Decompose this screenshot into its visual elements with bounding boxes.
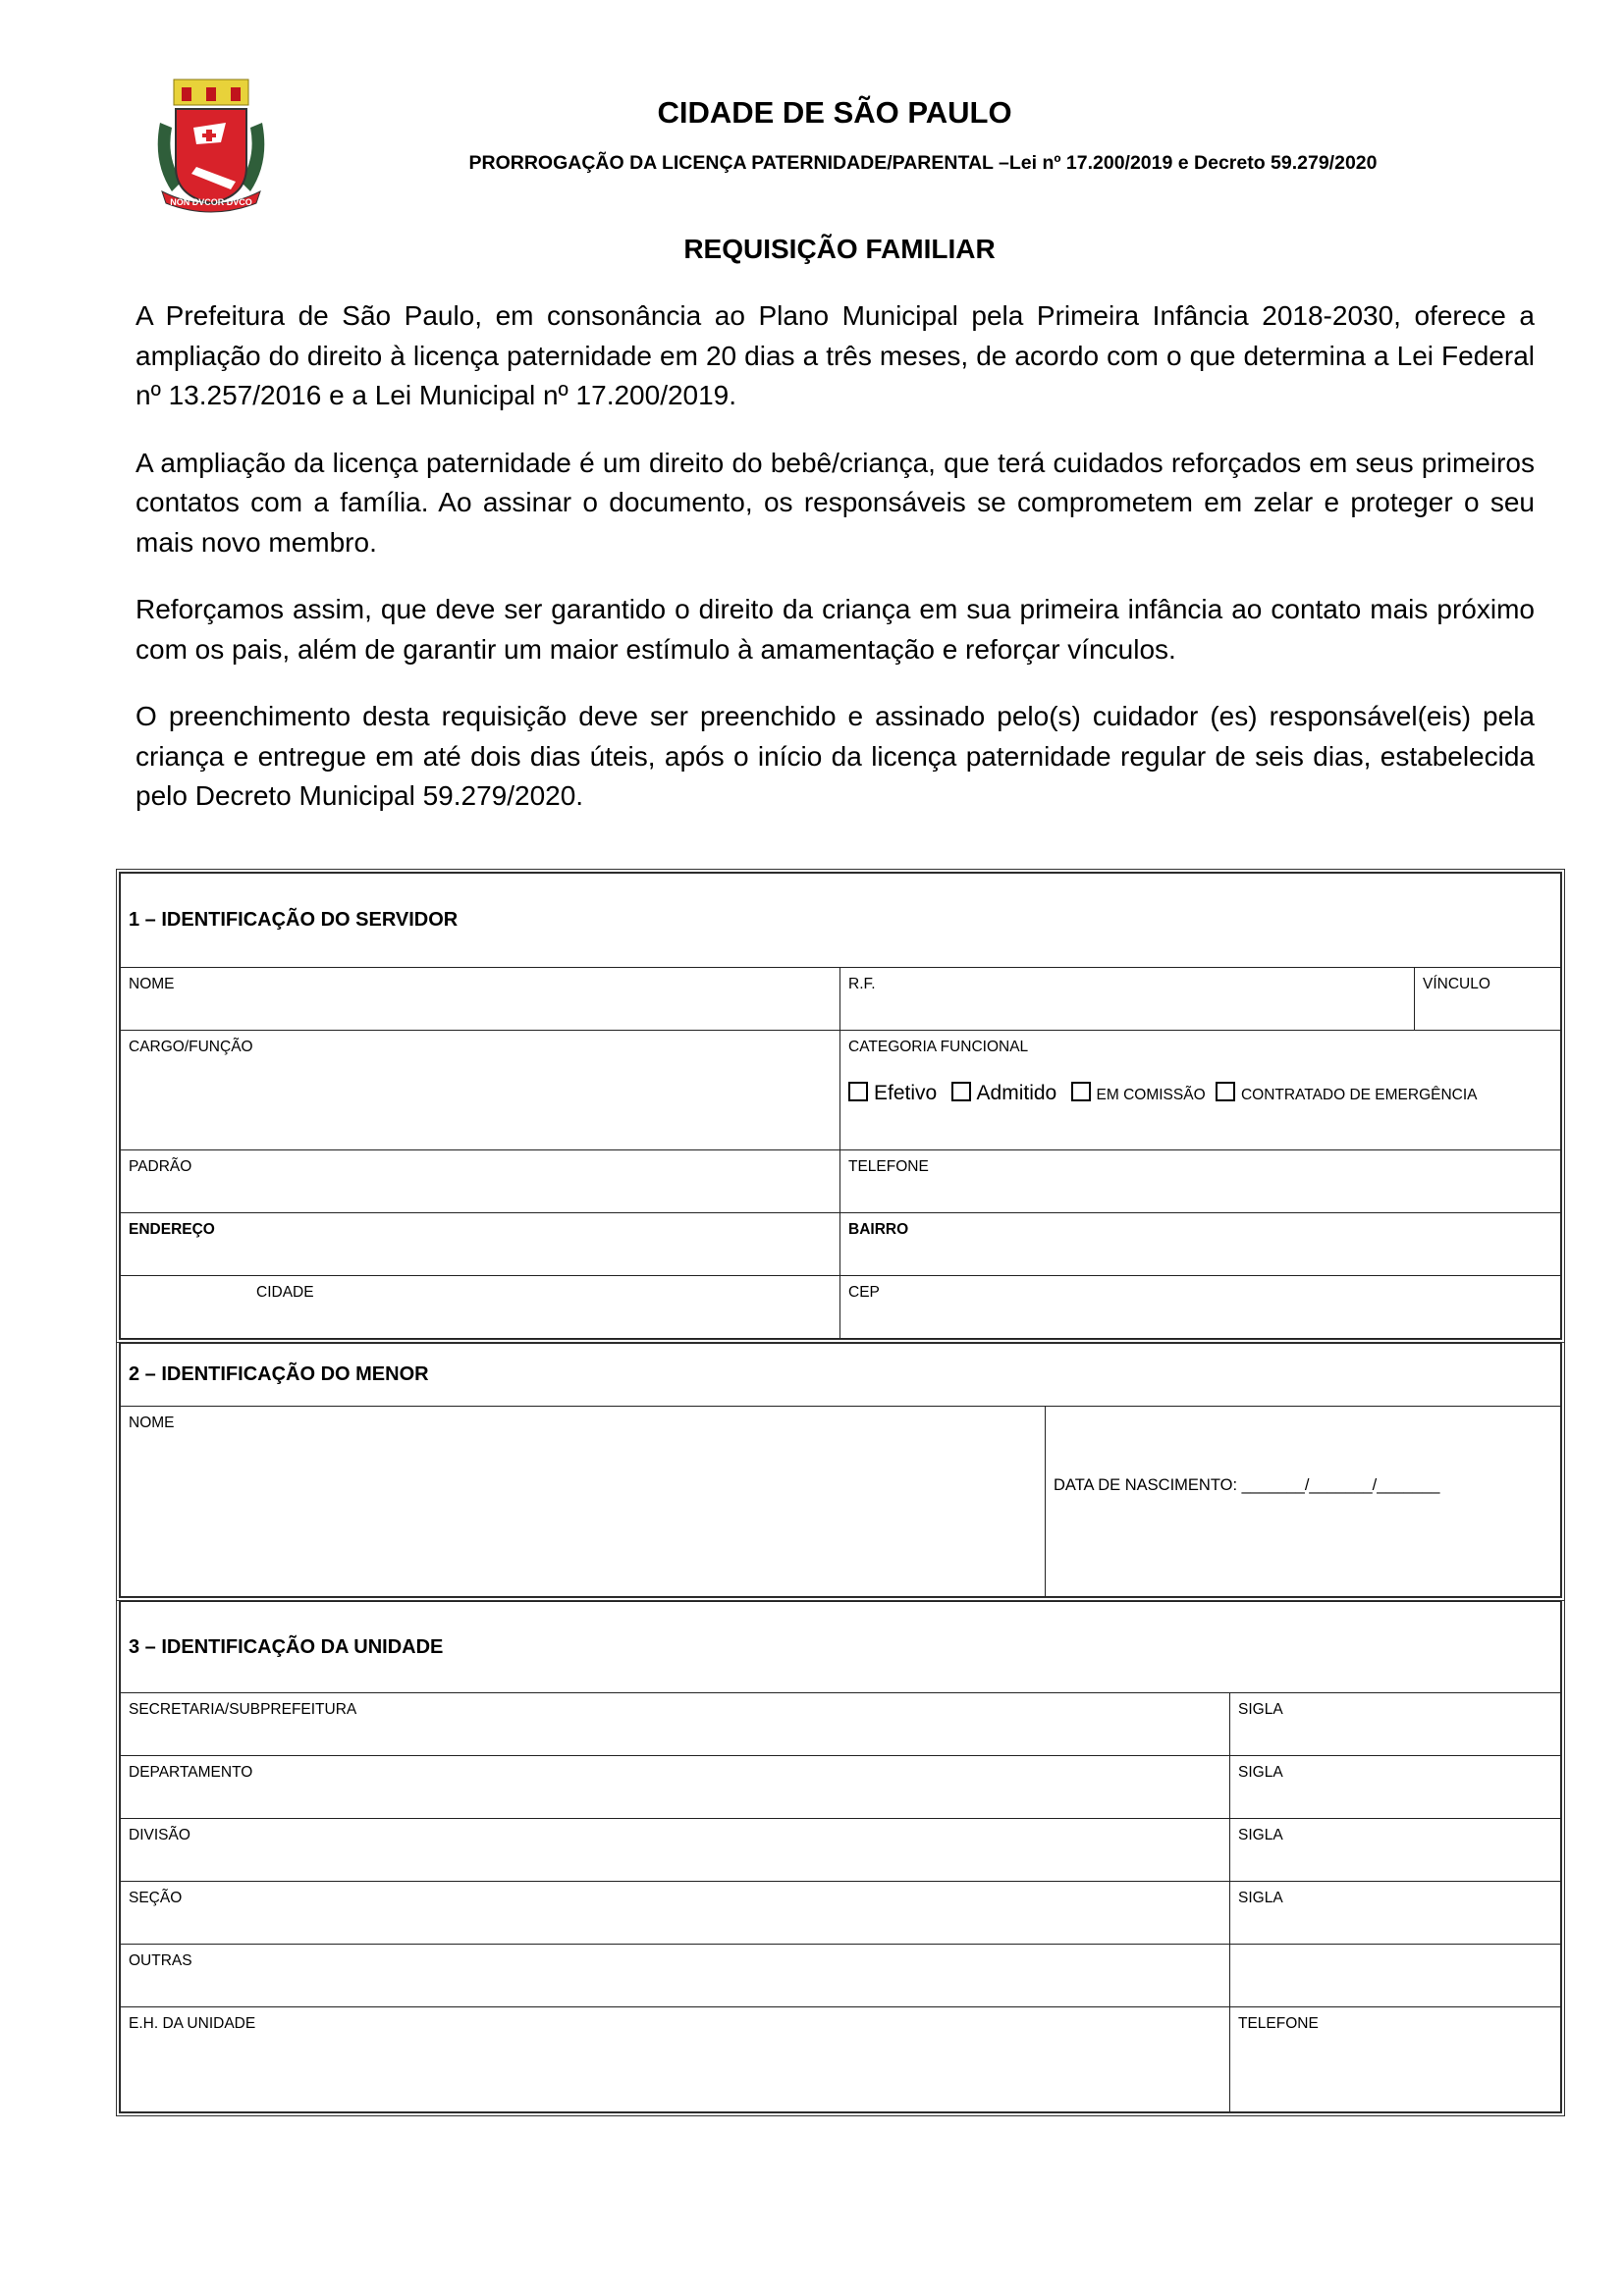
- field-label: VÍNCULO: [1423, 976, 1490, 992]
- section-3-title: 3 – IDENTIFICAÇÃO DA UNIDADE: [121, 1602, 1561, 1693]
- cidade-field[interactable]: [121, 1276, 840, 1339]
- field-label: NOME: [129, 1415, 175, 1431]
- padrao-field[interactable]: [121, 1150, 840, 1213]
- option-label: CONTRATADO DE EMERGÊNCIA: [1240, 1087, 1478, 1103]
- field-label: BAIRRO: [848, 1221, 909, 1238]
- categoria-funcional-field: [840, 1031, 1561, 1150]
- field-label: SIGLA: [1238, 1890, 1283, 1906]
- field-label: CARGO/FUNÇÃO: [129, 1039, 253, 1055]
- sigla-field[interactable]: [1230, 1693, 1561, 1756]
- intro-text: [135, 296, 1535, 844]
- contratado-emergencia-checkbox[interactable]: [1216, 1082, 1235, 1101]
- admitido-checkbox[interactable]: [951, 1082, 971, 1101]
- unidade-telefone-field[interactable]: [1230, 2007, 1561, 2112]
- secao-field[interactable]: [121, 1882, 1230, 1945]
- secretaria-field[interactable]: [121, 1693, 1230, 1756]
- sigla-field[interactable]: [1230, 1756, 1561, 1819]
- requisition-form: [116, 869, 1557, 2116]
- paragraph: A Prefeitura de São Paulo, em consonância ao Plano Municipal pela Primeira Infância 2018-2030, oferece a ampliação do direito à licença paternidade em 20 dias a três meses, de acordo com o que determina a Lei Federal nº 13.257/2016 e a Lei Municipal nº 17.200/2019.: [135, 300, 1535, 410]
- field-label: OUTRAS: [129, 1952, 192, 1969]
- field-label: DEPARTAMENTO: [129, 1764, 253, 1781]
- field-label: SIGLA: [1238, 1764, 1283, 1781]
- menor-nome-field[interactable]: [121, 1407, 1046, 1597]
- eh-unidade-field[interactable]: [121, 2007, 1230, 2112]
- svg-text:NON DVCOR DVCO: NON DVCOR DVCO: [170, 197, 252, 207]
- field-label: SEÇÃO: [129, 1890, 183, 1906]
- option-label: EM COMISSÃO: [1096, 1087, 1206, 1103]
- field-label: SECRETARIA/SUBPREFEITURA: [129, 1701, 357, 1718]
- field-label: NOME: [129, 976, 175, 992]
- field-label: E.H. DA UNIDADE: [129, 2015, 256, 2032]
- sigla-field[interactable]: [1230, 1882, 1561, 1945]
- section-servidor: [116, 869, 1565, 1343]
- outras-extra-field[interactable]: [1230, 1945, 1561, 2007]
- field-label: SIGLA: [1238, 1701, 1283, 1718]
- cargo-field[interactable]: [121, 1031, 840, 1150]
- sigla-field[interactable]: [1230, 1819, 1561, 1882]
- city-title: CIDADE DE SÃO PAULO: [657, 95, 1012, 130]
- section-2-title: 2 – IDENTIFICAÇÃO DO MENOR: [121, 1344, 1561, 1407]
- endereco-field[interactable]: [121, 1213, 840, 1276]
- paragraph: Reforçamos assim, que deve ser garantido o direito da criança em sua primeira infância ao contato mais próximo com os pais, além de garantir um maior estímulo à amamentação e reforçar vínculos.: [135, 594, 1535, 665]
- departamento-field[interactable]: [121, 1756, 1230, 1819]
- option-label: Admitido: [976, 1082, 1057, 1104]
- document-subtitle: PRORROGAÇÃO DA LICENÇA PATERNIDADE/PARENTAL –Lei nº 17.200/2019 e Decreto 59.279/2020: [468, 152, 1378, 174]
- field-label: CIDADE: [256, 1284, 314, 1301]
- field-label: TELEFONE: [848, 1158, 929, 1175]
- rf-field[interactable]: [840, 968, 1415, 1031]
- telefone-field[interactable]: [840, 1150, 1561, 1213]
- efetivo-checkbox[interactable]: [848, 1082, 868, 1101]
- bairro-field[interactable]: [840, 1213, 1561, 1276]
- page-title: REQUISIÇÃO FAMILIAR: [683, 234, 996, 264]
- section-unidade: [116, 1601, 1565, 2116]
- field-label: ENDEREÇO: [129, 1221, 215, 1238]
- divisao-field[interactable]: [121, 1819, 1230, 1882]
- field-label: TELEFONE: [1238, 2015, 1319, 2032]
- outras-field[interactable]: [121, 1945, 1230, 2007]
- data-nascimento-field[interactable]: DATA DE NASCIMENTO: _______/_______/_______: [1046, 1407, 1561, 1597]
- field-label: PADRÃO: [129, 1158, 192, 1175]
- vinculo-field[interactable]: [1415, 968, 1561, 1031]
- option-label: Efetivo: [874, 1082, 938, 1104]
- field-label: CATEGORIA FUNCIONAL: [848, 1039, 1029, 1055]
- em-comissao-checkbox[interactable]: [1071, 1082, 1091, 1101]
- cep-field[interactable]: [840, 1276, 1561, 1339]
- section-1-title: 1 – IDENTIFICAÇÃO DO SERVIDOR: [121, 874, 1561, 968]
- field-label: CEP: [848, 1284, 880, 1301]
- paragraph: A ampliação da licença paternidade é um direito do bebê/criança, que terá cuidados reforçados em seus primeiros contatos com a família. Ao assinar o documento, os responsáveis se comprometem em zelar e proteger o seu mais novo membro.: [135, 447, 1535, 558]
- field-label: SIGLA: [1238, 1827, 1283, 1843]
- paragraph: O preenchimento desta requisição deve ser preenchido e assinado pelo(s) cuidador (es) responsável(eis) pela criança e entregue em até dois dias úteis, após o início da licença paternidade regular de seis dias, estabelecida pelo Decreto Municipal 59.279/2020.: [135, 701, 1535, 811]
- servidor-nome-field[interactable]: [121, 968, 840, 1031]
- field-label: R.F.: [848, 976, 876, 992]
- coat-of-arms-logo: [152, 74, 270, 221]
- field-label: DIVISÃO: [129, 1827, 190, 1843]
- section-menor: [116, 1343, 1565, 1601]
